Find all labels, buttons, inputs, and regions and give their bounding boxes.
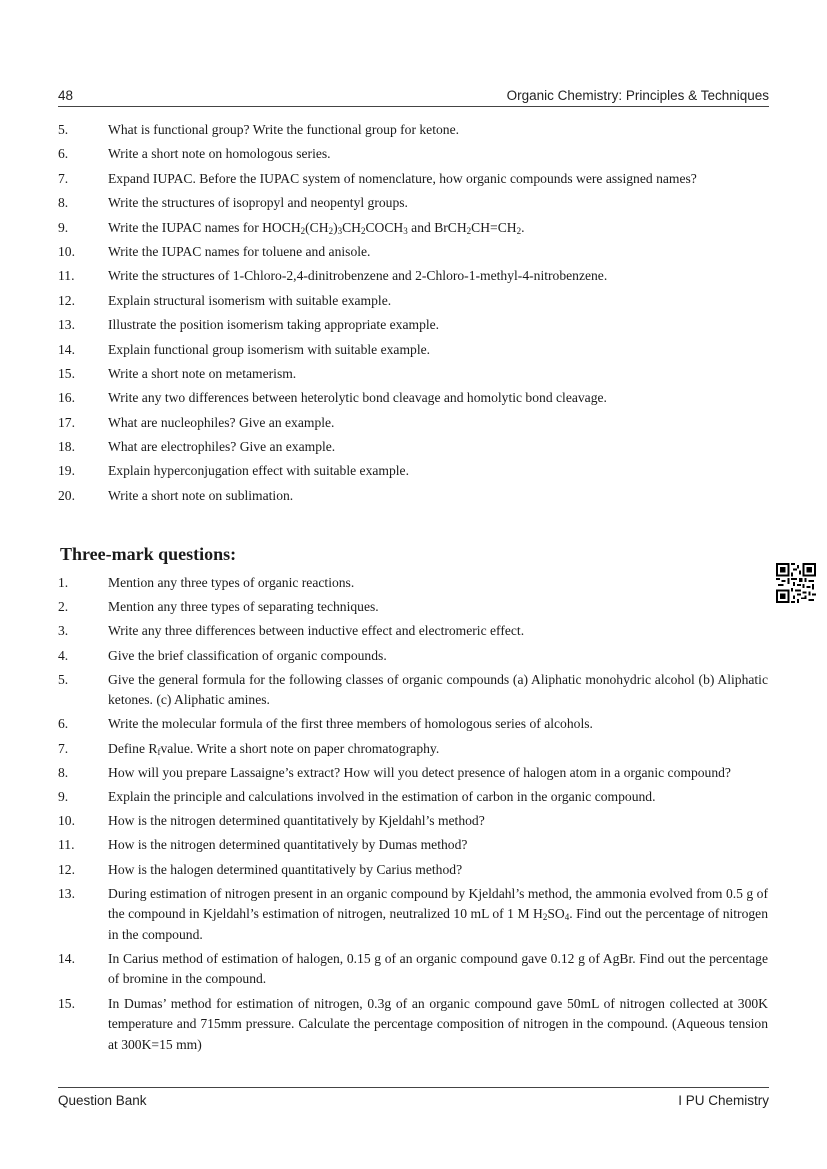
question-item — [58, 218, 768, 239]
question-item — [58, 291, 768, 312]
section-heading: Three-mark questions: — [60, 544, 237, 564]
page-number: 48 — [58, 88, 74, 103]
question-number: 11. — [58, 837, 75, 853]
question-number: 1. — [58, 575, 69, 590]
question-text: What is functional group? Write the functional group for ketone. — [108, 122, 460, 137]
question-text: Write a short note on metamerism. — [108, 365, 297, 381]
question-text: Write a short note on sublimation. — [108, 487, 294, 503]
question-text: Mention any three types of organic reactions. — [108, 575, 355, 590]
question-text: In Carius method of estimation of halogen, 0.15 g of an organic compound gave 0.12 g of AgBr. Find out the percentage of bromine in the compound. — [108, 950, 768, 987]
question-number: 10. — [58, 813, 75, 829]
question-item — [58, 714, 768, 735]
question-item — [58, 315, 768, 336]
question-item — [58, 340, 768, 361]
qr-code-icon[interactable] — [776, 563, 816, 603]
question-text: Write the molecular formula of the first three members of homologous series of alcohols. — [108, 716, 593, 732]
question-text: Explain hyperconjugation effect with suitable example. — [108, 463, 409, 479]
question-number: 13. — [58, 317, 75, 333]
question-item — [58, 461, 768, 482]
question-item — [58, 486, 768, 507]
question-item — [58, 597, 768, 618]
question-text: Write the IUPAC names for toluene and anisole. — [108, 243, 371, 259]
question-item — [58, 811, 768, 832]
question-text: Write any three differences between inductive effect and electromeric effect. — [108, 623, 525, 639]
question-number: 7. — [58, 740, 69, 756]
question-text: Mention any three types of separating techniques. — [108, 599, 379, 615]
question-text: How is the halogen determined quantitatively by Carius method? — [108, 861, 463, 877]
question-number: 13. — [58, 885, 75, 901]
question-number: 20. — [58, 487, 75, 503]
question-item — [58, 169, 768, 190]
question-text: Write the IUPAC names for $HOCH_2(CH_2)_3CH_2COCH_3$ and $BrCH_2CH=CH_2$. — [108, 219, 525, 236]
question-item — [58, 787, 768, 808]
question-number: 17. — [58, 414, 75, 430]
question-number: 6. — [58, 716, 69, 732]
question-number: 6. — [58, 146, 69, 162]
question-item — [58, 144, 768, 165]
question-text: Give the general formula for the following classes of organic compounds (a) Aliphatic monohydric alcohol (b) Aliphatic ketones. (c) Aliphatic amines. — [108, 671, 768, 708]
question-text: Write a short note on homologous series. — [108, 146, 331, 162]
question-item — [58, 242, 768, 263]
question-number: 5. — [58, 122, 69, 137]
question-number: 5. — [58, 671, 69, 687]
question-number: 10. — [58, 243, 75, 259]
question-text: Write the structures of isopropyl and neopentyl groups. — [108, 195, 408, 211]
question-number: 2. — [58, 599, 69, 615]
question-text: What are electrophiles? Give an example. — [108, 439, 336, 455]
question-text: Explain functional group isomerism with suitable example. — [108, 341, 431, 357]
question-item — [58, 949, 768, 990]
question-item — [58, 413, 768, 434]
question-text: Define $R_fvalue$. Write a short note on paper chromatography. — [108, 740, 440, 757]
question-text: Illustrate the position isomerism taking appropriate example. — [108, 317, 440, 333]
question-number: 9. — [58, 789, 69, 804]
question-item — [58, 860, 768, 881]
question-item — [58, 670, 768, 711]
page-footer — [58, 1087, 769, 1112]
question-item — [58, 193, 768, 214]
question-number: 8. — [58, 195, 69, 211]
question-text: Expand IUPAC. Before the IUPAC system of nomenclature, how organic compounds were assigned names? — [108, 170, 697, 186]
page-header — [58, 88, 769, 107]
two-mark-question-list — [58, 120, 768, 510]
question-number: 14. — [58, 341, 75, 357]
question-item — [58, 646, 768, 667]
question-number: 14. — [58, 950, 75, 966]
question-number: 12. — [58, 861, 75, 877]
question-text: How will you prepare Lassaigne’s extract? How will you detect presence of halogen atom in a organic compound? — [108, 764, 731, 780]
question-item — [58, 621, 768, 642]
question-text: Explain structural isomerism with suitable example. — [108, 292, 392, 308]
question-number: 11. — [58, 268, 75, 284]
question-item — [58, 573, 768, 594]
question-item — [58, 994, 768, 1056]
question-number: 15. — [58, 365, 75, 381]
question-text: In Dumas’ method for estimation of nitrogen, 0.3g of an organic compound gave 50mL of nitrogen collected at 300K temperature and 715mm pressure. Calculate the percentage composition of nitrogen in the compound. (Aqueous tension at 300K=15 mm) — [108, 995, 768, 1052]
question-number: 3. — [58, 623, 69, 639]
question-text: Write the structures of 1-Chloro-2,4-dinitrobenzene and 2-Chloro-1-methyl-4-nitrobenzene. — [108, 268, 608, 284]
question-number: 18. — [58, 439, 75, 455]
footer-book-name: Question Bank — [58, 1093, 147, 1108]
three-mark-question-list — [58, 573, 768, 1059]
question-text: How is the nitrogen determined quantitatively by Kjeldahl’s method? — [108, 813, 485, 829]
question-text: What are nucleophiles? Give an example. — [108, 414, 335, 430]
question-number: 9. — [58, 219, 69, 235]
question-item — [58, 120, 768, 141]
question-item — [58, 364, 768, 385]
question-number: 4. — [58, 647, 69, 663]
question-item — [58, 884, 768, 946]
chapter-title: Organic Chemistry: Principles & Techniques — [506, 88, 769, 103]
question-number: 19. — [58, 463, 75, 479]
question-number: 8. — [58, 764, 69, 780]
question-item — [58, 266, 768, 287]
question-number: 15. — [58, 995, 75, 1011]
question-item — [58, 763, 768, 784]
question-text: Give the brief classification of organic compounds. — [108, 647, 387, 663]
question-number: 7. — [58, 170, 69, 186]
question-number: 16. — [58, 390, 75, 406]
question-item — [58, 437, 768, 458]
question-number: 12. — [58, 292, 75, 308]
question-text: Write any two differences between heterolytic bond cleavage and homolytic bond cleavage. — [108, 390, 607, 406]
question-item — [58, 739, 768, 760]
question-item — [58, 835, 768, 856]
question-text: How is the nitrogen determined quantitatively by Dumas method? — [108, 837, 468, 853]
question-text: During estimation of nitrogen present in an organic compound by Kjeldahl’s method, the ammonia evolved from 0.5 g of the compound in Kjeldahl’s estimation of nitrogen, neutralized 10 mL of 1 M $H_2SO_4$. Find out the percentage of nitrogen in the compound. — [108, 885, 769, 942]
footer-course-name: I PU Chemistry — [678, 1093, 769, 1108]
question-item — [58, 388, 768, 409]
question-text: Explain the principle and calculations involved in the estimation of carbon in the organic compound. — [108, 789, 656, 804]
